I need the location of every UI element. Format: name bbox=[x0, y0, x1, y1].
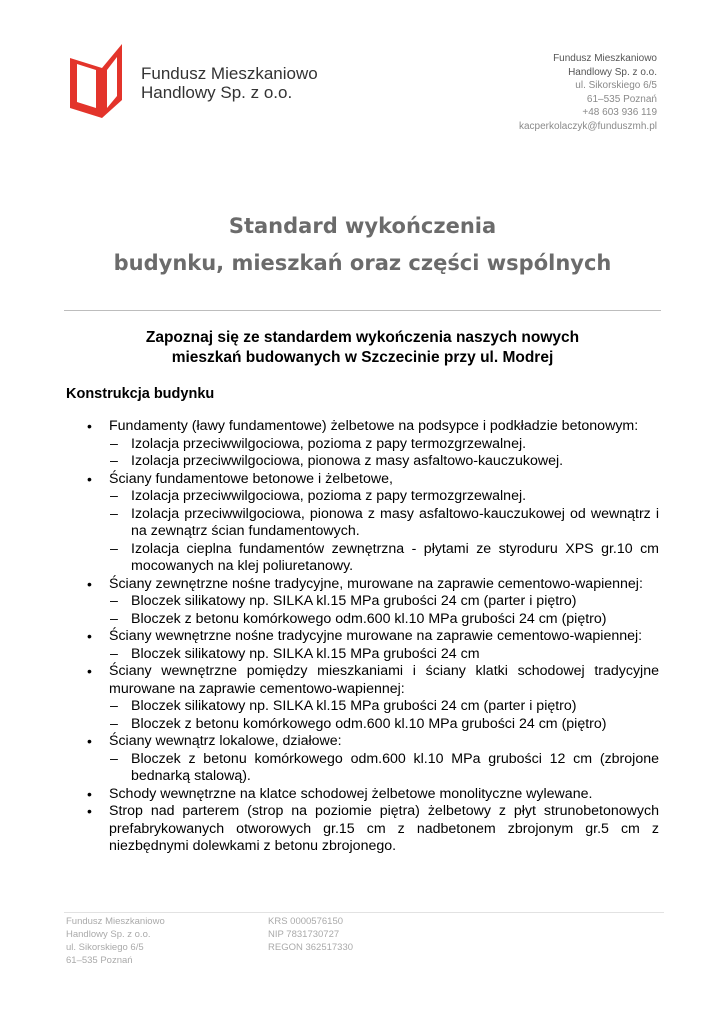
footer-registry-line: KRS 0000576150 bbox=[268, 916, 344, 927]
dash-icon: – bbox=[110, 593, 118, 609]
list-item-text: Fundamenty (ławy fundamentowe) żelbetowe na podsypce i podkładzie betonowym: bbox=[109, 418, 639, 434]
list-item bbox=[87, 418, 659, 436]
footer-address bbox=[66, 915, 165, 967]
contact-city: 61–535 Poznań bbox=[586, 93, 657, 105]
bullet-icon: • bbox=[87, 575, 92, 592]
company-name bbox=[141, 64, 318, 102]
bullet-icon: • bbox=[87, 785, 92, 802]
title-divider bbox=[64, 310, 661, 311]
sub-list-item bbox=[87, 541, 659, 576]
dash-icon: – bbox=[110, 453, 118, 469]
footer-registry bbox=[268, 915, 353, 954]
dash-icon: – bbox=[110, 610, 118, 627]
title-line-1: Standard wykończenia bbox=[228, 214, 497, 238]
list-item-text: Schody wewnętrzne na klatce schodowej żelbetowe monolityczne wylewane. bbox=[109, 785, 593, 802]
list-item bbox=[87, 576, 659, 594]
company-logo bbox=[68, 42, 124, 120]
list-item bbox=[87, 733, 659, 751]
sub-list-item bbox=[87, 506, 659, 541]
dash-icon: – bbox=[110, 750, 118, 767]
bullet-icon: • bbox=[87, 803, 92, 819]
intro-line-1: Zapoznaj się ze standardem wykończenia naszych nowych bbox=[145, 329, 580, 346]
sub-list-item-text: Izolacja przeciwwilgociowa, pionowa z masy asfaltowo-kauczukowej od wewnątrz i na zewnątrz ścian fundamentowych. bbox=[131, 505, 659, 539]
sub-list-item-text: Bloczek z betonu komórkowego odm.600 kl.10 MPa grubości 24 cm (piętro) bbox=[131, 610, 607, 627]
sub-list-item-text: Bloczek silikatowy np. SILKA kl.15 MPa grubości 24 cm (parter i piętro) bbox=[131, 698, 577, 714]
document-title bbox=[0, 208, 725, 282]
sub-list-item bbox=[87, 436, 659, 454]
sub-list-item bbox=[87, 611, 659, 629]
sub-list-item-text: Bloczek z betonu komórkowego odm.600 kl.10 MPa grubości 24 cm (piętro) bbox=[131, 715, 607, 732]
list-item bbox=[87, 628, 659, 646]
footer-address-line: Handlowy Sp. z o.o. bbox=[66, 929, 151, 940]
list-item-text: Ściany wewnętrzne pomiędzy mieszkaniami i ściany klatki schodowej tradycyjne murowane na zaprawie cementowo-wapiennej: bbox=[109, 663, 659, 697]
bullet-icon: • bbox=[87, 418, 92, 434]
contact-company-line-1: Fundusz Mieszkaniowo bbox=[553, 53, 657, 64]
bullet-icon: • bbox=[87, 663, 92, 679]
sub-list-item bbox=[87, 716, 659, 734]
sub-list-item bbox=[87, 488, 659, 506]
sub-list-item-text: Bloczek z betonu komórkowego odm.600 kl.10 MPa grubości 12 cm (zbrojone bednarką stalową). bbox=[131, 750, 659, 784]
footer-address-line: ul. Sikorskiego 6/5 bbox=[66, 942, 144, 953]
sub-list-item bbox=[87, 698, 659, 716]
dash-icon: – bbox=[110, 505, 118, 522]
list-item-text: Ściany zewnętrzne nośne tradycyjne, murowane na zaprawie cementowo-wapiennej: bbox=[109, 575, 643, 592]
footer-registry-line: REGON 362517330 bbox=[268, 942, 354, 953]
contact-block bbox=[519, 52, 657, 133]
list-item bbox=[87, 803, 659, 856]
footer-address-line: Fundusz Mieszkaniowo bbox=[66, 916, 165, 927]
bullet-list bbox=[87, 418, 659, 856]
footer-registry-line: NIP 7831730727 bbox=[268, 929, 340, 940]
dash-icon: – bbox=[110, 645, 118, 662]
sub-list-item-text: Izolacja przeciwwilgociowa, pozioma z papy termozgrzewalnej. bbox=[131, 435, 527, 452]
title-line-2: budynku, mieszkań oraz części wspólnych bbox=[113, 251, 612, 275]
list-item bbox=[87, 786, 659, 804]
sub-list-item-text: Izolacja przeciwwilgociowa, pionowa z masy asfaltowo-kauczukowej. bbox=[131, 453, 564, 469]
list-item-text: Ściany fundamentowe betonowe i żelbetowe, bbox=[109, 470, 393, 487]
sub-list-item-text: Bloczek silikatowy np. SILKA kl.15 MPa grubości 24 cm (parter i piętro) bbox=[131, 593, 577, 609]
bullet-icon: • bbox=[87, 733, 92, 749]
intro-line-2: mieszkań budowanych w Szczecinie przy ul. Modrej bbox=[171, 349, 554, 366]
sub-list-item-text: Bloczek silikatowy np. SILKA kl.15 MPa grubości 24 cm bbox=[131, 645, 480, 662]
dash-icon: – bbox=[110, 698, 118, 714]
intro-heading bbox=[64, 328, 661, 368]
contact-email[interactable]: kacperkolaczyk@funduszmh.pl bbox=[519, 120, 657, 132]
brand-line-1: Fundusz Mieszkaniowo bbox=[141, 64, 318, 83]
list-item-text: Strop nad parterem (strop na poziomie piętra) żelbetowy z płyt strunobetonowych prefabrykowanych otworowych gr.15 cm z nadbetonem zbrojonym gr.5 cm z niezbędnymi dolewkami z betonu zbrojonego. bbox=[109, 803, 659, 854]
contact-phone: +48 603 936 119 bbox=[582, 107, 657, 118]
footer-divider bbox=[64, 912, 664, 913]
dash-icon: – bbox=[110, 488, 118, 504]
dash-icon: – bbox=[110, 540, 118, 557]
sub-list-item bbox=[87, 593, 659, 611]
sub-list-item-text: Izolacja przeciwwilgociowa, pozioma z papy termozgrzewalnej. bbox=[131, 488, 527, 504]
dash-icon: – bbox=[110, 715, 118, 732]
list-item-text: Ściany wewnętrzne nośne tradycyjne murowane na zaprawie cementowo-wapiennej: bbox=[109, 628, 643, 644]
contact-company-line-2: Handlowy Sp. z o.o. bbox=[568, 66, 657, 78]
footer-address-line: 61–535 Poznań bbox=[66, 955, 133, 966]
contact-street: ul. Sikorskiego 6/5 bbox=[575, 80, 657, 91]
list-item-text: Ściany wewnątrz lokalowe, działowe: bbox=[109, 733, 342, 749]
sub-list-item bbox=[87, 453, 659, 471]
sub-list-item bbox=[87, 751, 659, 786]
section-heading: Konstrukcja budynku bbox=[66, 386, 215, 402]
sub-list-item-text: Izolacja cieplna fundamentów zewnętrzna - płytami ze styroduru XPS gr.10 cm mocowanych na klej poliuretanowy. bbox=[131, 540, 659, 574]
bullet-icon: • bbox=[87, 628, 92, 644]
bullet-icon: • bbox=[87, 470, 92, 487]
dash-icon: – bbox=[110, 435, 118, 452]
sub-list-item bbox=[87, 646, 659, 664]
list-item bbox=[87, 471, 659, 489]
brand-line-2: Handlowy Sp. z o.o. bbox=[141, 83, 293, 102]
list-item bbox=[87, 663, 659, 698]
